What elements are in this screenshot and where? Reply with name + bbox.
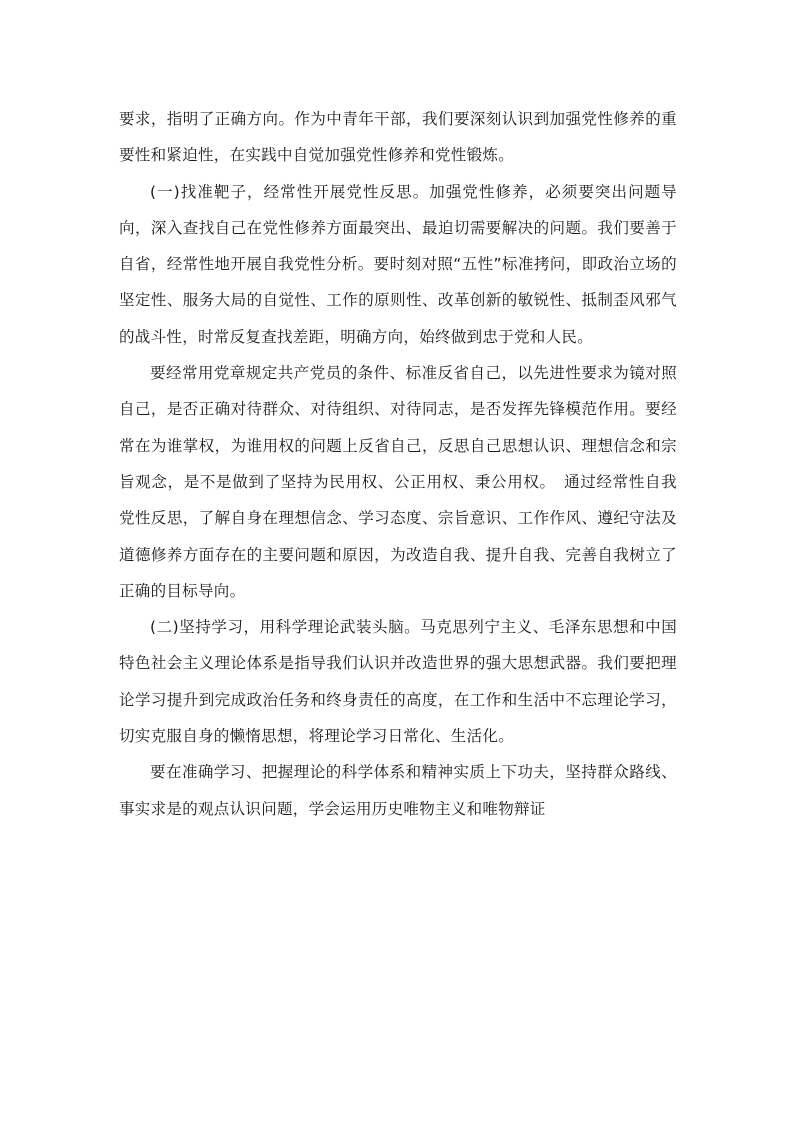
paragraph-theory-study: 要在准确学习、把握理论的科学体系和精神实质上下功夫，坚持群众路线、事实求是的观点认识问题，学会运用历史唯物主义和唯物辩证 bbox=[119, 763, 677, 818]
document-page bbox=[119, 101, 677, 827]
paragraph-section-one: (一)找准靶子，经常性开展党性反思。加强党性修养，必须要突出问题导向，深入查找自己在党性修养方面最突出、最迫切需要解决的问题。我们要善于自省，经常性地开展自我党性分析。要时刻对照“五性”标准拷问，即政治立场的坚定性、服务大局的自觉性、工作的原则性、改革创新的敏锐性、抵制歪风邪气的战斗性，时常反复查找差距，明确方向，始终做到忠于党和人民。 bbox=[119, 182, 677, 346]
paragraph-self-reflection: 要经常用党章规定共产党员的条件、标准反省自己，以先进性要求为镜对照自己，是否正确对待群众、对待组织、对待同志，是否发挥先锋模范作用。要经常在为谁掌权，为谁用权的问题上反省自己，反思自己思想认识、理想信念和宗旨观念，是不是做到了坚持为民用权、公正用权、秉公用权。 通过经常性自我党性反思，了解自身在理想信念、学习态度、宗旨意识、工作作风、遵纪守法及道德修养方面存在的主要问题和原因，为改造自我、提升自我、完善自我树立了正确的目标导向。 bbox=[119, 364, 677, 600]
paragraph-continuation: 要求，指明了正确方向。作为中青年干部，我们要深刻认识到加强党性修养的重要性和紧迫性，在实践中自觉加强党性修养和党性锻炼。 bbox=[119, 110, 677, 165]
paragraph-section-two: (二)坚持学习，用科学理论武装头脑。马克思列宁主义、毛泽东思想和中国特色社会主义理论体系是指导我们认识并改造世界的强大思想武器。我们要把理论学习提升到完成政治任务和终身责任的高度，在工作和生活中不忘理论学习，切实克服自身的懒惰思想，将理论学习日常化、生活化。 bbox=[119, 618, 677, 746]
